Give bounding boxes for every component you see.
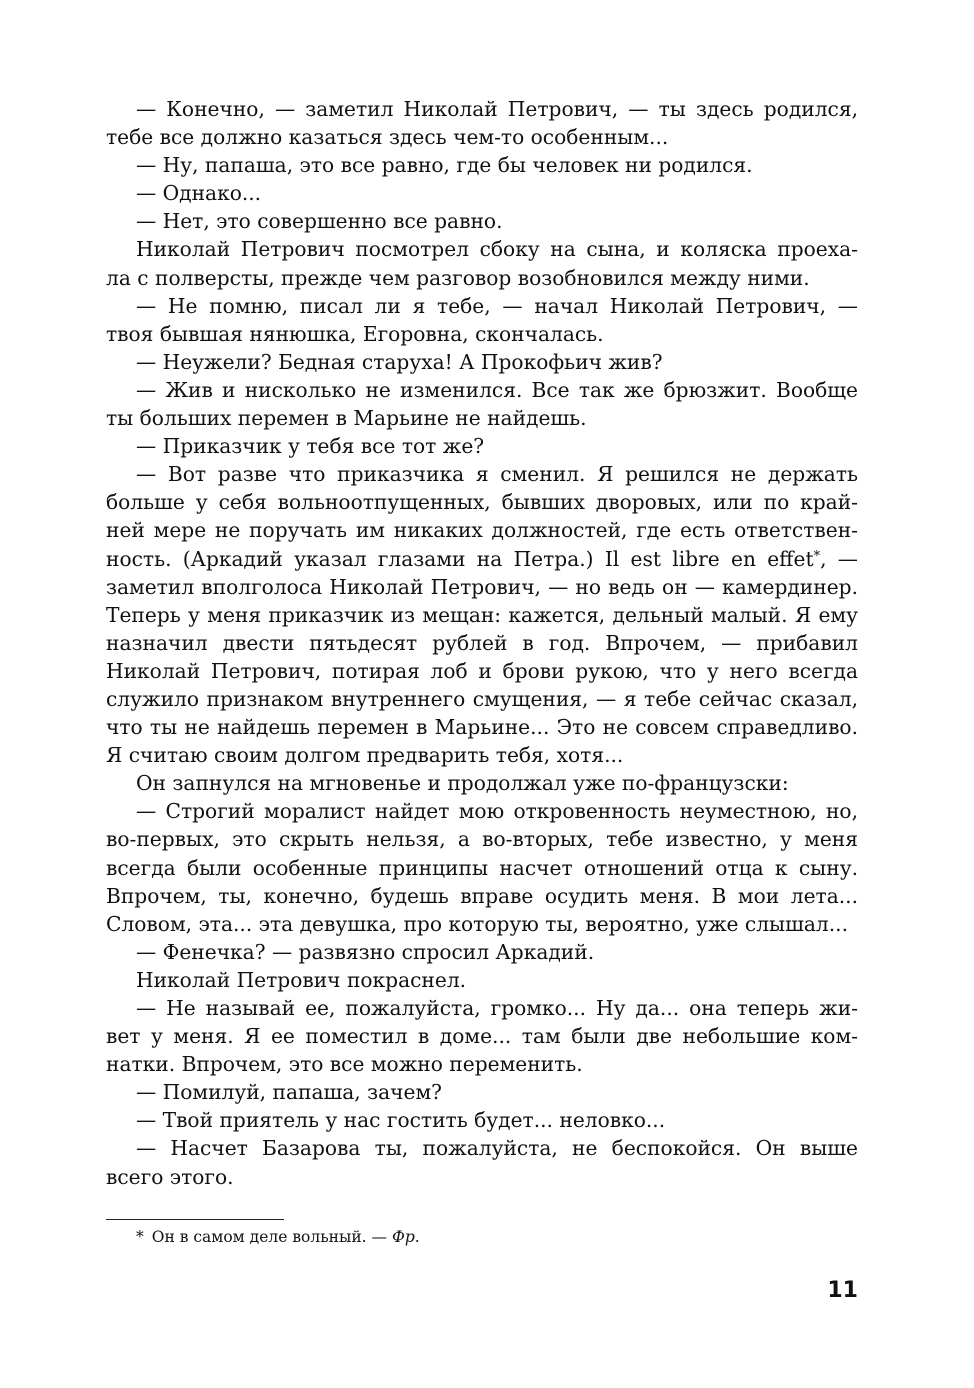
text-line-content: заметил вполголоса Николай Петрович, — но ведь он — камердинер. xyxy=(106,574,858,599)
text-line xyxy=(106,179,858,207)
text-line xyxy=(106,769,858,797)
text-line xyxy=(106,95,858,123)
text-line-content: тебе все должно казаться здесь чем-то особенным... xyxy=(106,125,669,150)
text-line-content: — Нет, это совершенно все равно. xyxy=(136,209,503,234)
footnote-mark: * xyxy=(136,1228,144,1246)
text-line-content: всегда были особенные принципы насчет отношений отца к сыну. xyxy=(106,855,858,880)
text-line xyxy=(106,854,858,882)
text-line-content: Николай Петрович покраснел. xyxy=(136,967,467,992)
text-line xyxy=(106,545,858,573)
text-line xyxy=(106,910,858,938)
text-line xyxy=(106,713,858,741)
body-text xyxy=(106,95,858,1191)
text-line xyxy=(106,966,858,994)
footnote-separator xyxy=(106,1219,284,1220)
text-line xyxy=(106,1078,858,1106)
text-line-content: — Не называй ее, пожалуйста, громко... Ну да... она теперь жи- xyxy=(136,996,858,1020)
text-line-content: — Ну, папаша, это все равно, где бы человек ни родился. xyxy=(136,153,753,178)
text-line-tail: , — xyxy=(820,546,858,571)
footnote-source: Фр. xyxy=(391,1228,420,1246)
text-line xyxy=(106,994,858,1022)
text-line-content: во-первых, это скрыть нельзя, а во-вторых, тебе известно, у меня xyxy=(106,827,858,852)
text-line xyxy=(106,460,858,488)
text-line-content: — Жив и нисколько не изменился. Все так же брюзжит. Вообще xyxy=(136,377,858,402)
text-line xyxy=(106,488,858,516)
text-line xyxy=(106,938,858,966)
page-number: 11 xyxy=(827,1278,858,1303)
text-line-content: назначил двести пятьдесят рублей в год. Впрочем, — прибавил xyxy=(106,630,858,655)
footnote-text: Он в самом деле вольный. — xyxy=(151,1228,388,1246)
text-line-content: что ты не найдешь перемен в Марьине... Это не совсем справедливо. xyxy=(106,715,858,740)
text-line-content: ность. (Аркадий указал глазами на Петра.) Il est libre en effet xyxy=(106,546,814,571)
text-line-content: — Вот разве что приказчика я сменил. Я решился не держать xyxy=(136,462,858,487)
text-line xyxy=(106,1106,858,1134)
text-line-content: всего этого. xyxy=(106,1164,234,1189)
text-line xyxy=(106,432,858,460)
text-line-content: больше у себя вольноотпущенных, бывших дворовых, или по край- xyxy=(106,490,858,515)
text-line-content: — Конечно, — заметил Николай Петрович, — ты здесь родился, xyxy=(136,97,858,121)
text-line-content: Теперь у меня приказчик из мещан: кажется, дельный малый. Я ему xyxy=(106,602,858,627)
text-line-content: ней мере не поручать им никаких должностей, где есть ответствен- xyxy=(106,518,858,543)
text-line xyxy=(106,741,858,769)
text-line-content: — Приказчик у тебя все тот же? xyxy=(136,434,485,459)
footnote xyxy=(136,1226,856,1248)
text-line xyxy=(106,882,858,910)
text-line xyxy=(106,1022,858,1050)
text-line-content: ла с полверсты, прежде чем разговор возобновился между ними. xyxy=(106,265,810,290)
text-line-content: натки. Впрочем, это все можно переменить. xyxy=(106,1052,583,1077)
text-line xyxy=(106,235,858,263)
text-line-content: — Неужели? Бедная старуха! А Прокофьич жив? xyxy=(136,349,663,374)
text-line-content: Николай Петрович посмотрел сбоку на сына, и коляска проеха- xyxy=(136,237,858,262)
text-line xyxy=(106,292,858,320)
text-line-content: — Фенечка? — развязно спросил Аркадий. xyxy=(136,939,595,964)
text-line xyxy=(106,320,858,348)
text-line xyxy=(106,123,858,151)
text-line xyxy=(106,348,858,376)
text-line-content: Впрочем, ты, конечно, будешь вправе осудить меня. В мои лета... xyxy=(106,883,858,908)
text-line-content: ты больших перемен в Марьине не найдешь. xyxy=(106,406,587,431)
text-line xyxy=(106,404,858,432)
text-line-content: твоя бывшая нянюшка, Егоровна, скончалась. xyxy=(106,321,604,346)
text-line xyxy=(106,685,858,713)
text-line-content: — Однако... xyxy=(136,181,262,206)
text-line xyxy=(106,376,858,404)
text-line xyxy=(106,1163,858,1191)
text-line xyxy=(106,825,858,853)
text-line-content: Словом, эта... эта девушка, про которую ты, вероятно, уже слышал... xyxy=(106,911,848,936)
text-line-content: — Не помню, писал ли я тебе, — начал Николай Петрович, — xyxy=(136,293,858,318)
text-line-content: служило признаком внутреннего смущения, — я тебе сейчас сказал, xyxy=(106,686,858,711)
text-line-content: — Твой приятель у нас гостить будет... неловко... xyxy=(136,1108,666,1133)
text-line-content: вет у меня. Я ее поместил в доме... там были две небольшие ком- xyxy=(106,1024,858,1049)
text-line-content: Он запнулся на мгновенье и продолжал уже по-французски: xyxy=(136,771,789,796)
text-line-content: Николай Петрович, потирая лоб и брови рукою, что у него всегда xyxy=(106,658,858,683)
text-line xyxy=(106,1134,858,1162)
text-line-content: Я считаю своим долгом предварить тебя, хотя... xyxy=(106,743,624,768)
text-line xyxy=(106,207,858,235)
text-line xyxy=(106,573,858,601)
text-line xyxy=(106,657,858,685)
text-line-content: — Насчет Базарова ты, пожалуйста, не беспокойся. Он выше xyxy=(136,1136,858,1161)
text-line xyxy=(106,629,858,657)
text-line xyxy=(106,1050,858,1078)
text-line xyxy=(106,151,858,179)
text-line-content: — Строгий моралист найдет мою откровенность неуместною, но, xyxy=(136,799,858,824)
text-line xyxy=(106,797,858,825)
text-line-content: — Помилуй, папаша, зачем? xyxy=(136,1080,442,1105)
footnote-reference: * xyxy=(813,548,821,564)
text-line xyxy=(106,516,858,544)
text-line xyxy=(106,264,858,292)
text-line xyxy=(106,601,858,629)
